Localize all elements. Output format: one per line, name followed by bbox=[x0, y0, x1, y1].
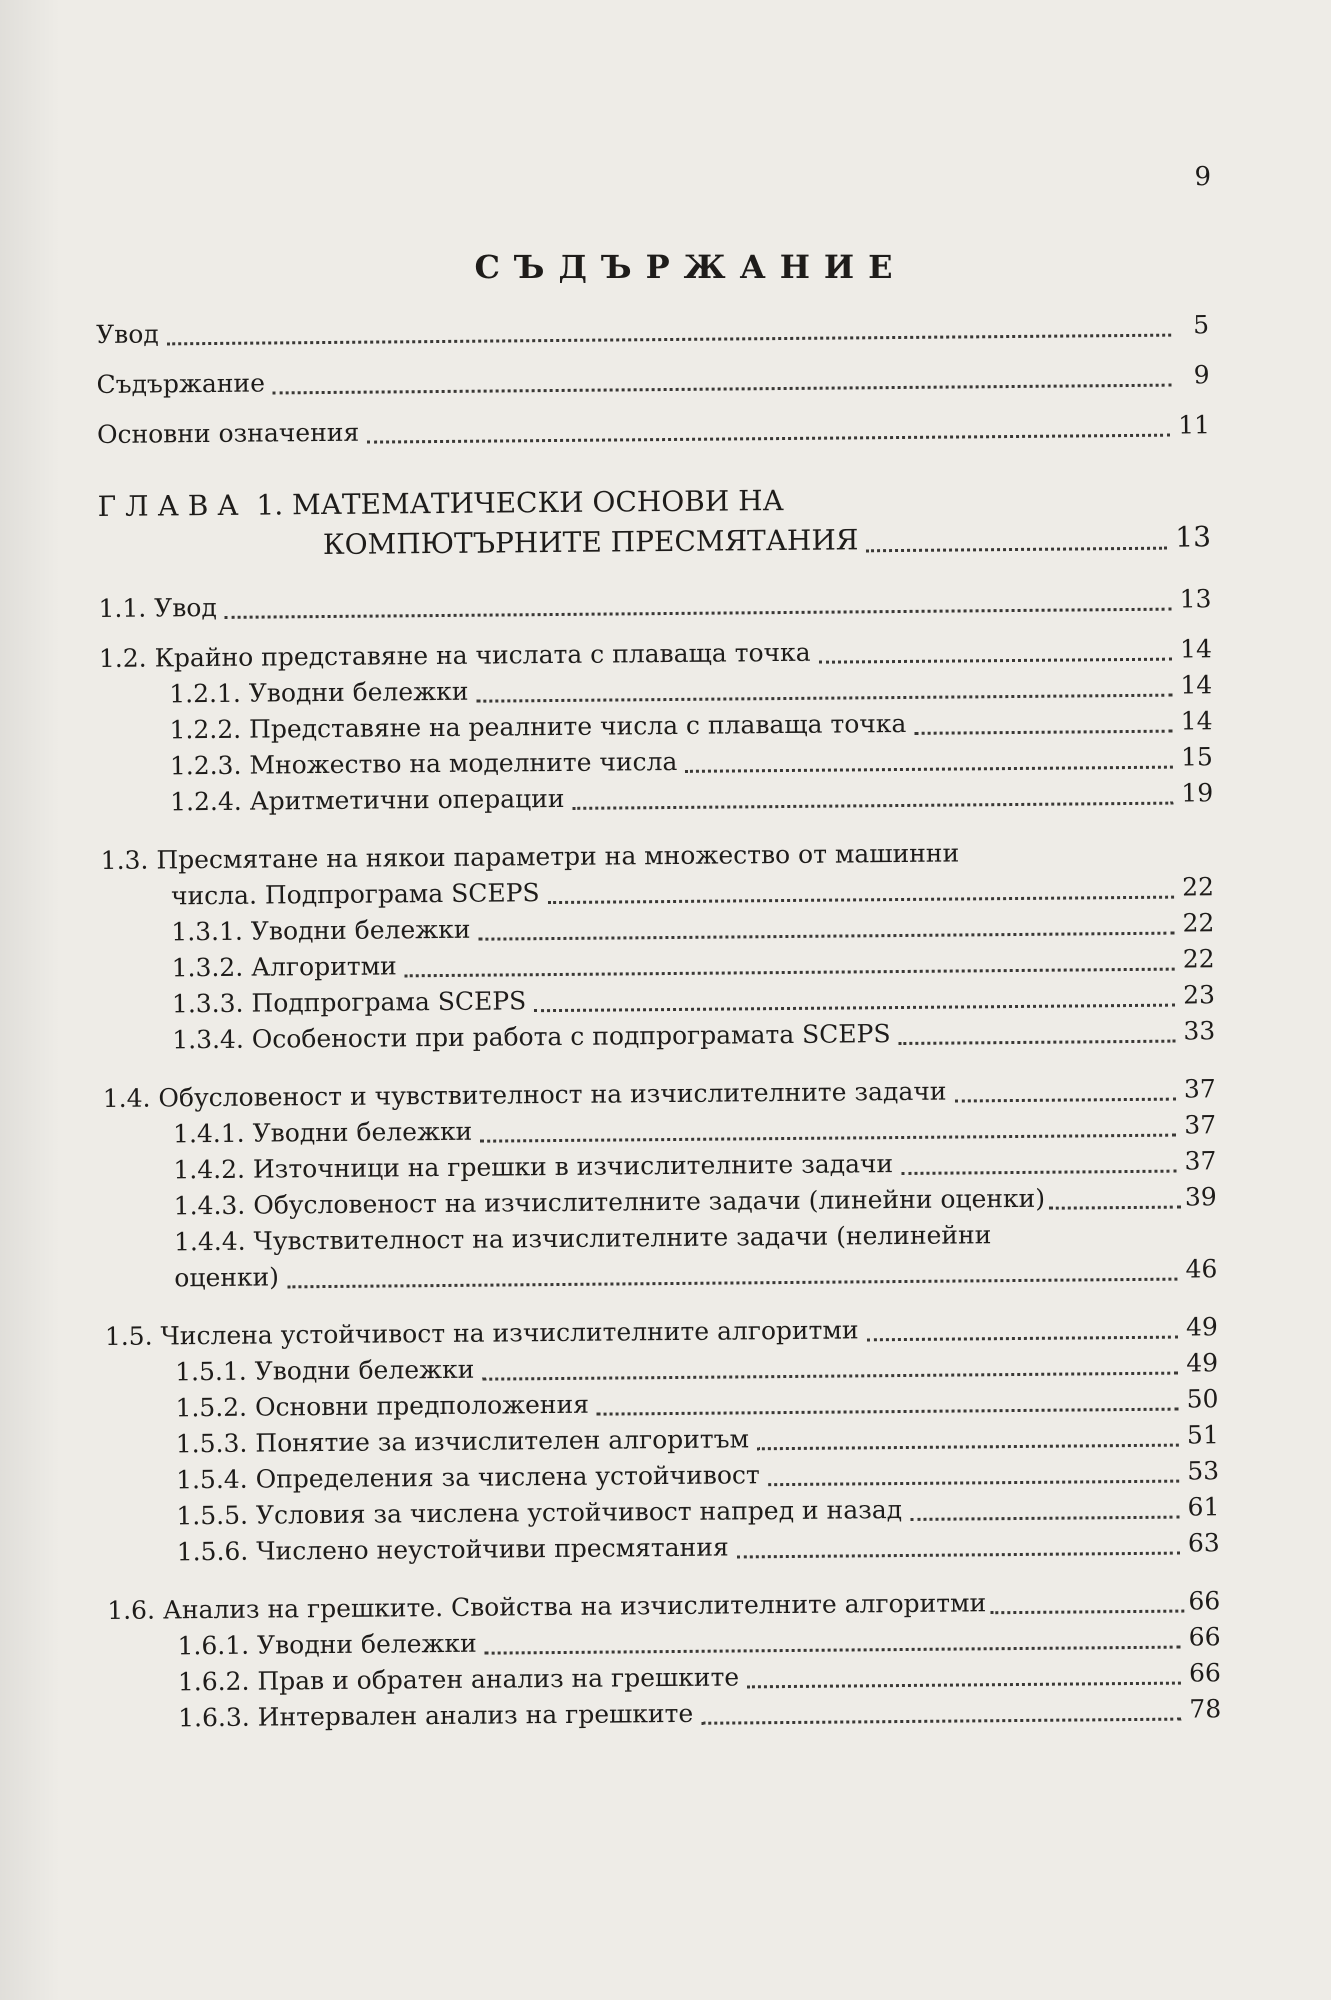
section-number: 1.3. bbox=[100, 845, 149, 875]
page-title: СЪДЪРЖАНИЕ bbox=[474, 248, 907, 286]
subsection-number: 1.2.4. bbox=[170, 786, 242, 817]
leader-dots bbox=[867, 546, 1168, 552]
chapter-prefix: ГЛАВА bbox=[97, 488, 248, 523]
subsection-page: 49 bbox=[1186, 1348, 1219, 1378]
subsection-number: 1.4.2. bbox=[173, 1154, 246, 1185]
section-title: Анализ на грешките. Свойства на изчислителните алгоритми bbox=[162, 1588, 987, 1625]
subsection-page: 37 bbox=[1184, 1110, 1217, 1140]
section-title: Пресмятане на някои параметри на множество от машинни bbox=[156, 838, 960, 875]
leader-dots bbox=[910, 1515, 1180, 1520]
section-title: Увод bbox=[154, 592, 217, 623]
subsection-number: 1.3.4. bbox=[172, 1024, 244, 1055]
subsection-page: 46 bbox=[1185, 1254, 1218, 1284]
leader-dots bbox=[573, 801, 1174, 809]
subsection-page: 19 bbox=[1181, 778, 1214, 808]
leader-dots bbox=[480, 1133, 1176, 1142]
toc-entry-page: 9 bbox=[1193, 360, 1210, 390]
toc-entry-label: Основни означения bbox=[96, 417, 360, 449]
toc-entry-page: 11 bbox=[1178, 410, 1211, 440]
subsection-title: Условия за числена устойчивост напред и назад bbox=[255, 1495, 903, 1530]
leader-dots bbox=[225, 607, 1172, 618]
subsection-page: 14 bbox=[1180, 670, 1213, 700]
subsection-title-cont: оценки) bbox=[174, 1262, 280, 1293]
section-page: 22 bbox=[1182, 872, 1215, 902]
subsection-page: 15 bbox=[1180, 742, 1213, 772]
subsection-title: Източници на грешки в изчислителните задачи bbox=[252, 1149, 894, 1184]
subsection-title: Определения за числена устойчивост bbox=[255, 1460, 760, 1494]
subsection-title: Интервален анализ на грешките bbox=[257, 1698, 694, 1732]
subsection-title: Чувствителност на изчислителните задачи (нелинейни bbox=[253, 1220, 992, 1256]
subsection-title: Множество на моделните числа bbox=[249, 746, 678, 780]
leader-dots bbox=[757, 1443, 1179, 1450]
table-of-contents bbox=[96, 310, 1221, 1740]
section-number: 1.1. bbox=[98, 593, 147, 623]
subsection-number: 1.6.3. bbox=[178, 1702, 250, 1733]
subsection-number: 1.6.1. bbox=[177, 1630, 250, 1661]
leader-dots bbox=[287, 1277, 1178, 1288]
subsection-page: 14 bbox=[1180, 706, 1213, 736]
subsection-page: 39 bbox=[1184, 1182, 1217, 1212]
subsection-title: Уводни бележки bbox=[248, 676, 469, 708]
leader-dots bbox=[477, 693, 1173, 702]
subsection-number: 1.3.3. bbox=[171, 988, 244, 1019]
leader-dots bbox=[534, 1003, 1175, 1012]
section-title-cont: числа. Подпрограма SCEPS bbox=[170, 878, 540, 911]
leader-dots bbox=[914, 729, 1172, 734]
leader-dots bbox=[479, 931, 1175, 940]
leader-dots bbox=[1049, 1205, 1181, 1209]
subsection-number: 1.5.1. bbox=[175, 1356, 247, 1387]
section-title: Крайно представяне на числата с плаваща точка bbox=[154, 637, 811, 673]
subsection-number: 1.4.1. bbox=[172, 1118, 245, 1149]
subsection-title: Представяне на реалните числа с плаваща точка bbox=[248, 708, 907, 744]
subsection-number: 1.3.2. bbox=[171, 952, 244, 983]
section-page: 66 bbox=[1188, 1586, 1221, 1616]
leader-dots bbox=[405, 967, 1175, 977]
subsection-page: 50 bbox=[1186, 1384, 1219, 1414]
leader-dots bbox=[768, 1479, 1180, 1486]
leader-dots bbox=[597, 1407, 1179, 1415]
subsection-title: Основни предположения bbox=[254, 1389, 590, 1422]
subsection-number: 1.2.3. bbox=[169, 750, 242, 781]
toc-entry-label: Съдържание bbox=[96, 368, 266, 399]
leader-dots bbox=[167, 333, 1171, 345]
leader-dots bbox=[819, 657, 1173, 663]
leader-dots bbox=[685, 765, 1173, 772]
subsection-number: 1.5.5. bbox=[176, 1500, 249, 1531]
section-number: 1.5. bbox=[104, 1321, 153, 1351]
subsection-title: Подпрограма SCEPS bbox=[251, 986, 527, 1018]
leader-dots bbox=[273, 383, 1172, 394]
subsection-number: 1.5.2. bbox=[175, 1392, 248, 1423]
subsection-page: 23 bbox=[1182, 980, 1216, 1010]
page-number: 9 bbox=[1194, 162, 1211, 192]
subsection-title: Уводни бележки bbox=[250, 914, 471, 946]
subsection-number: 1.3.1. bbox=[171, 916, 244, 947]
subsection-number: 1.2.1. bbox=[169, 678, 241, 709]
subsection-page: 33 bbox=[1183, 1016, 1216, 1046]
chapter-title-line2: КОМПЮТЪРНИТЕ ПРЕСМЯТАНИЯ bbox=[322, 523, 859, 562]
section-number: 1.6. bbox=[107, 1595, 156, 1625]
subsection-page: 51 bbox=[1186, 1420, 1219, 1450]
section-page: 49 bbox=[1185, 1312, 1218, 1342]
subsection-number: 1.5.3. bbox=[175, 1428, 248, 1459]
subsection-title: Алгоритми bbox=[251, 951, 397, 982]
subsection-title: Аритметични операции bbox=[249, 783, 565, 816]
page-spine-shadow bbox=[0, 0, 60, 2000]
subsection-title: Уводни бележки bbox=[256, 1628, 477, 1660]
subsection-title: Уводни бележки bbox=[254, 1354, 475, 1386]
leader-dots bbox=[901, 1169, 1176, 1174]
leader-dots bbox=[899, 1039, 1176, 1044]
subsection-title: Уводни бележки bbox=[252, 1116, 473, 1148]
subsection-page: 66 bbox=[1188, 1622, 1221, 1652]
subsection-title: Понятие за изчислителен алгоритъм bbox=[255, 1424, 750, 1458]
section-page: 37 bbox=[1183, 1074, 1216, 1104]
subsection-number: 1.2.2. bbox=[169, 714, 242, 745]
subsection-page: 53 bbox=[1187, 1456, 1220, 1486]
subsection-title: Особености при работа с подпрограмата SCEPS bbox=[251, 1019, 891, 1054]
leader-dots bbox=[990, 1609, 1184, 1614]
section-title: Обусловеност и чувствителност на изчислителните задачи bbox=[158, 1076, 947, 1113]
chapter-page: 13 bbox=[1175, 520, 1212, 554]
leader-dots bbox=[867, 1335, 1178, 1341]
section-number: 1.2. bbox=[98, 643, 147, 673]
subsection-title: Числено неустойчиви пресмятания bbox=[256, 1532, 729, 1566]
leader-dots bbox=[747, 1681, 1181, 1688]
subsection-number: 1.5.6. bbox=[176, 1536, 249, 1567]
leader-dots bbox=[482, 1371, 1178, 1380]
subsection-page: 78 bbox=[1189, 1694, 1222, 1724]
subsection-page: 63 bbox=[1187, 1528, 1220, 1558]
subsection-page: 22 bbox=[1182, 908, 1215, 938]
subsection-title: Обусловеност на изчислителните задачи (линейни оценки) bbox=[253, 1183, 1046, 1220]
subsection-number: 1.5.4. bbox=[175, 1464, 248, 1495]
leader-dots bbox=[737, 1551, 1180, 1558]
chapter-title-line1: 1. МАТЕМАТИЧЕСКИ ОСНОВИ НА bbox=[256, 484, 784, 522]
section-title: Числена устойчивост на изчислителните алгоритми bbox=[160, 1315, 859, 1351]
toc-entry-page: 5 bbox=[1193, 310, 1210, 340]
section-page: 13 bbox=[1179, 584, 1212, 614]
subsection-number: 1.6.2. bbox=[177, 1666, 250, 1697]
subsection-page: 22 bbox=[1182, 944, 1215, 974]
section-number: 1.4. bbox=[102, 1083, 151, 1113]
toc-entry-label: Увод bbox=[96, 319, 159, 349]
subsection-page: 66 bbox=[1188, 1658, 1221, 1688]
subsection-number: 1.4.3. bbox=[173, 1190, 246, 1221]
subsection-number: 1.4.4. bbox=[173, 1226, 246, 1257]
leader-dots bbox=[367, 433, 1170, 443]
leader-dots bbox=[485, 1645, 1181, 1654]
leader-dots bbox=[701, 1717, 1181, 1724]
subsection-page: 61 bbox=[1187, 1492, 1220, 1522]
leader-dots bbox=[955, 1097, 1177, 1102]
subsection-title: Прав и обратен анализ на грешките bbox=[257, 1662, 740, 1696]
leader-dots bbox=[548, 895, 1175, 903]
section-page: 14 bbox=[1179, 634, 1213, 664]
subsection-page: 37 bbox=[1184, 1146, 1217, 1176]
